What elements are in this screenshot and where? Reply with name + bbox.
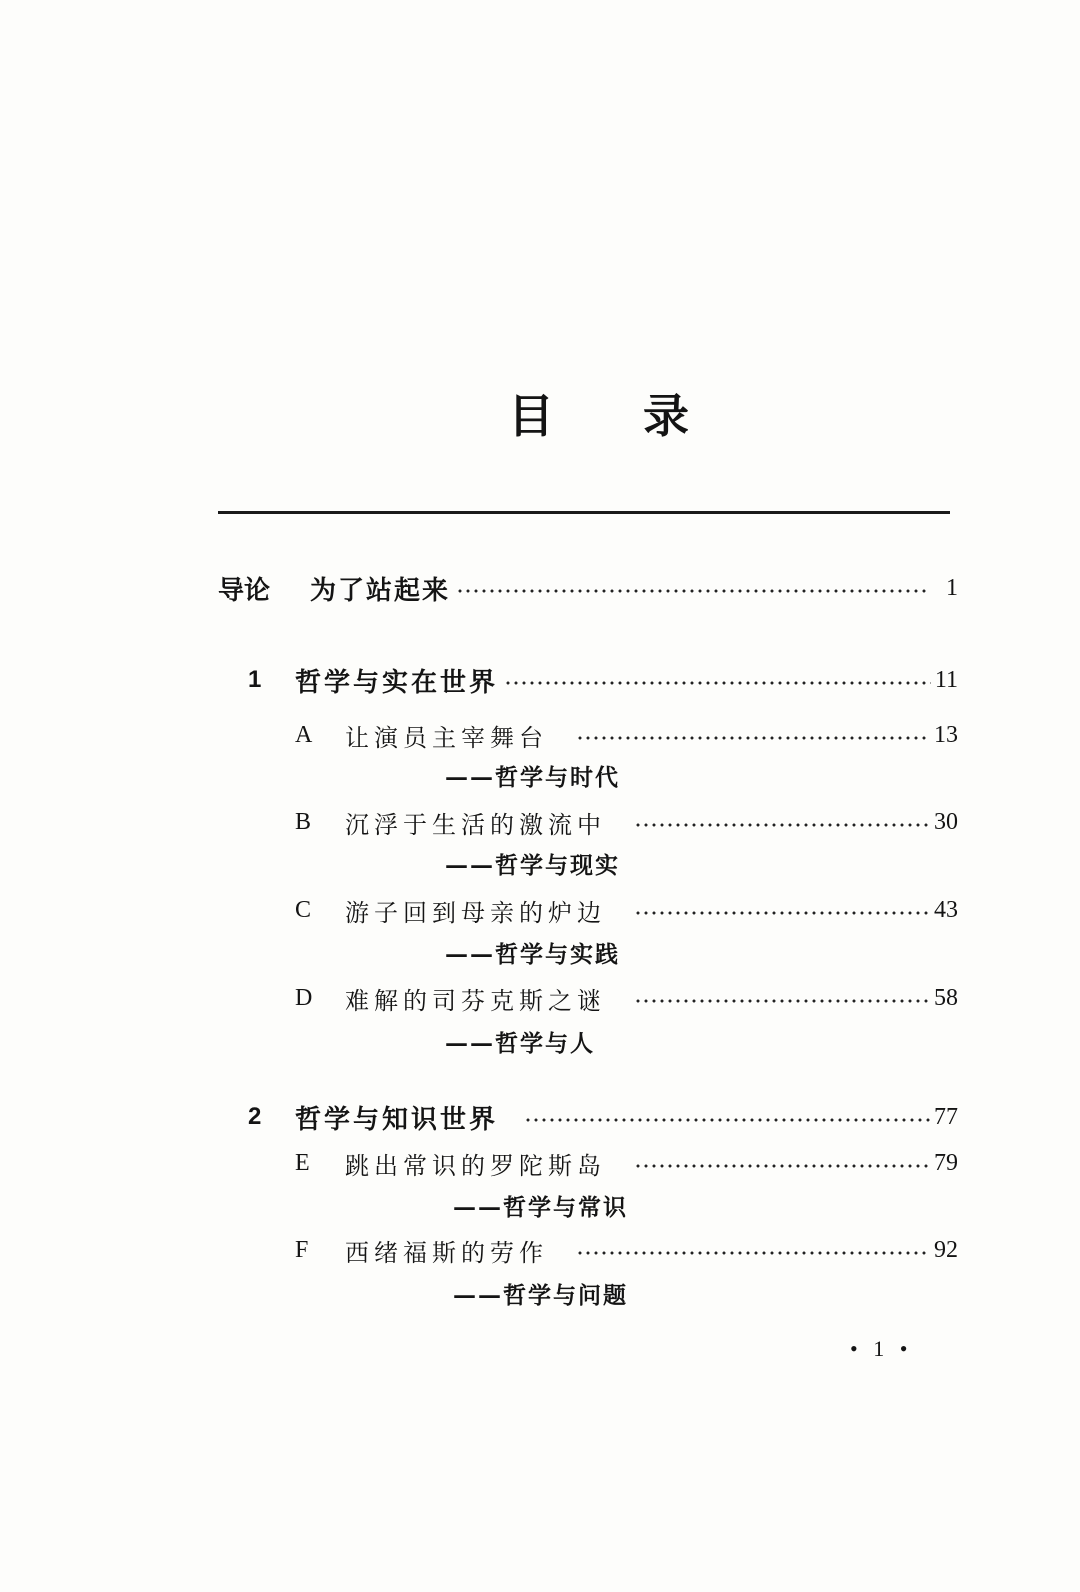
dot-leader xyxy=(634,998,930,1004)
toc-section-c xyxy=(295,892,958,928)
toc-title-char: 目 xyxy=(508,389,554,443)
dot-leader xyxy=(524,1117,930,1123)
section-letter: E xyxy=(295,1149,310,1176)
dot-leader xyxy=(504,680,931,686)
toc-entry-intro xyxy=(218,570,958,606)
part-number: 2 xyxy=(248,1103,262,1130)
part-title: 哲学与实在世界 xyxy=(295,667,499,698)
section-title: 难解的司芬克斯之谜 xyxy=(345,986,606,1015)
toc-section-b-subtitle: ——哲学与现实 xyxy=(445,852,620,879)
dot-leader xyxy=(634,822,930,828)
page-number: 43 xyxy=(934,896,958,923)
toc-section-d xyxy=(295,980,958,1016)
part-title: 哲学与知识世界 xyxy=(295,1104,499,1135)
page-number: 58 xyxy=(934,984,958,1011)
section-title: 沉浮于生活的激流中 xyxy=(345,810,606,839)
dot-leader xyxy=(576,1250,930,1256)
section-title: 让演员主宰舞台 xyxy=(345,723,548,752)
page-footer-number: • 1 • xyxy=(850,1336,908,1361)
section-letter: C xyxy=(295,896,312,923)
title-divider xyxy=(218,511,950,514)
dot-leader xyxy=(456,588,928,594)
section-title: 游子回到母亲的炉边 xyxy=(345,898,606,927)
page-number: 13 xyxy=(934,721,958,748)
dot-leader xyxy=(576,735,930,741)
section-letter: A xyxy=(295,721,313,748)
toc-part-1 xyxy=(248,662,958,698)
section-letter: D xyxy=(295,984,313,1011)
section-letter: B xyxy=(295,808,312,835)
page-number: 77 xyxy=(934,1103,958,1130)
toc-part-2 xyxy=(248,1099,958,1135)
toc-section-a xyxy=(295,717,958,753)
dot-leader xyxy=(634,1163,930,1169)
toc-section-e-subtitle: ——哲学与常识 xyxy=(453,1194,628,1221)
page-number: 79 xyxy=(934,1149,958,1176)
page-number: 92 xyxy=(934,1236,958,1263)
section-letter: F xyxy=(295,1236,309,1263)
section-title: 跳出常识的罗陀斯岛 xyxy=(345,1151,606,1180)
toc-section-c-subtitle: ——哲学与实践 xyxy=(445,941,620,968)
toc-section-f-subtitle: ——哲学与问题 xyxy=(453,1282,628,1309)
toc-section-b xyxy=(295,804,958,840)
section-title: 西绪福斯的劳作 xyxy=(345,1238,548,1267)
page-number: 11 xyxy=(934,666,958,693)
toc-section-f xyxy=(295,1232,958,1268)
part-number: 1 xyxy=(248,666,262,693)
dot-leader xyxy=(634,910,930,916)
toc-section-a-subtitle: ——哲学与时代 xyxy=(445,764,620,791)
intro-label: 导论 xyxy=(218,575,271,606)
toc-title-char: 录 xyxy=(643,389,689,443)
toc-section-d-subtitle: ——哲学与人 xyxy=(445,1030,595,1057)
page-number: 30 xyxy=(934,808,958,835)
toc-section-e xyxy=(295,1145,958,1181)
page-number: 1 xyxy=(946,574,958,601)
entry-title: 为了站起来 xyxy=(310,575,451,606)
